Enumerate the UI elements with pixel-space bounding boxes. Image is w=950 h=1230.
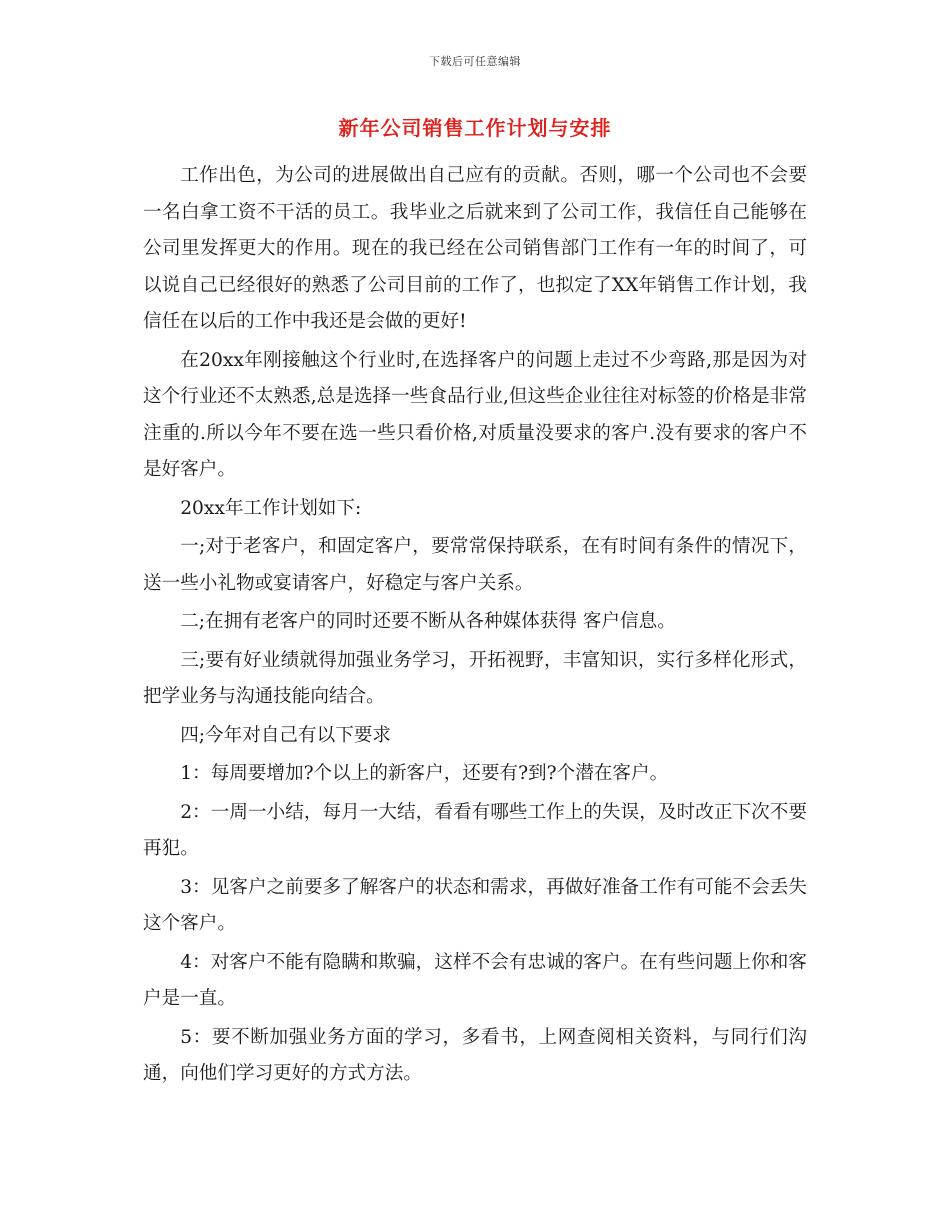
paragraph-plan-item-4: 四;今年对自己有以下要求 xyxy=(180,724,391,746)
paragraph-plan-item-3: 三;要有好业绩就得加强业务学习，开拓视野，丰富知识，实行多样化形式，把学业务与沟通技能向结合。 xyxy=(143,649,807,707)
paragraph-plan-item-2: 二;在拥有老客户的同时还要不断从各种媒体获得 客户信息。 xyxy=(180,611,676,632)
paragraph-intro: 工作出色，为公司的进展做出自己应有的贡献。否则，哪一个公司也不会要一名白拿工资不干活的员工。我毕业之后就来到了公司工作，我信任自己能够在公司里发挥更大的作用。现在的我已经在公司销售部门工作有一年的时间了，可以说自己已经很好的熟悉了公司目前的工作了，也拟定了XX年销售工作计划，我信任在以后的工作中我还是会做的更好! xyxy=(143,165,807,332)
page-header-note: 下载后可任意编辑 xyxy=(429,55,521,68)
document-body xyxy=(143,158,807,1095)
paragraph-plan-heading: 20xx年工作计划如下: xyxy=(180,497,362,519)
paragraph-requirement-2: 2：一周一小结，每月一大结，看看有哪些工作上的失误，及时改正下次不要再犯。 xyxy=(143,801,807,859)
paragraph-requirement-4: 4：对客户不能有隐瞒和欺骗，这样不会有忠诚的客户。在有些问题上你和客户是一直。 xyxy=(143,951,807,1009)
paragraph-plan-item-1: 一;对于老客户，和固定客户，要常常保持联系，在有时间有条件的情况下，送一些小礼物或宴请客户，好稳定与客户关系。 xyxy=(143,536,807,594)
paragraph-requirement-3: 3：见客户之前要多了解客户的状态和需求，再做好准备工作有可能不会丢失这个客户。 xyxy=(143,876,807,934)
paragraph-requirement-1: 1：每周要增加?个以上的新客户，还要有?到?个潜在客户。 xyxy=(180,763,669,784)
paragraph-experience: 在20xx年刚接触这个行业时,在选择客户的问题上走过不少弯路,那是因为对这个行业还不太熟悉,总是选择一些食品行业,但这些企业往往对标签的价格是非常注重的.所以今年不要在选一些只看价格,对质量没要求的客户.没有要求的客户不是好客户。 xyxy=(143,349,807,480)
document-title: 新年公司销售工作计划与安排 xyxy=(338,116,612,140)
paragraph-requirement-5: 5：要不断加强业务方面的学习，多看书，上网查阅相关资料，与同行们沟通，向他们学习更好的方式方法。 xyxy=(143,1026,807,1084)
